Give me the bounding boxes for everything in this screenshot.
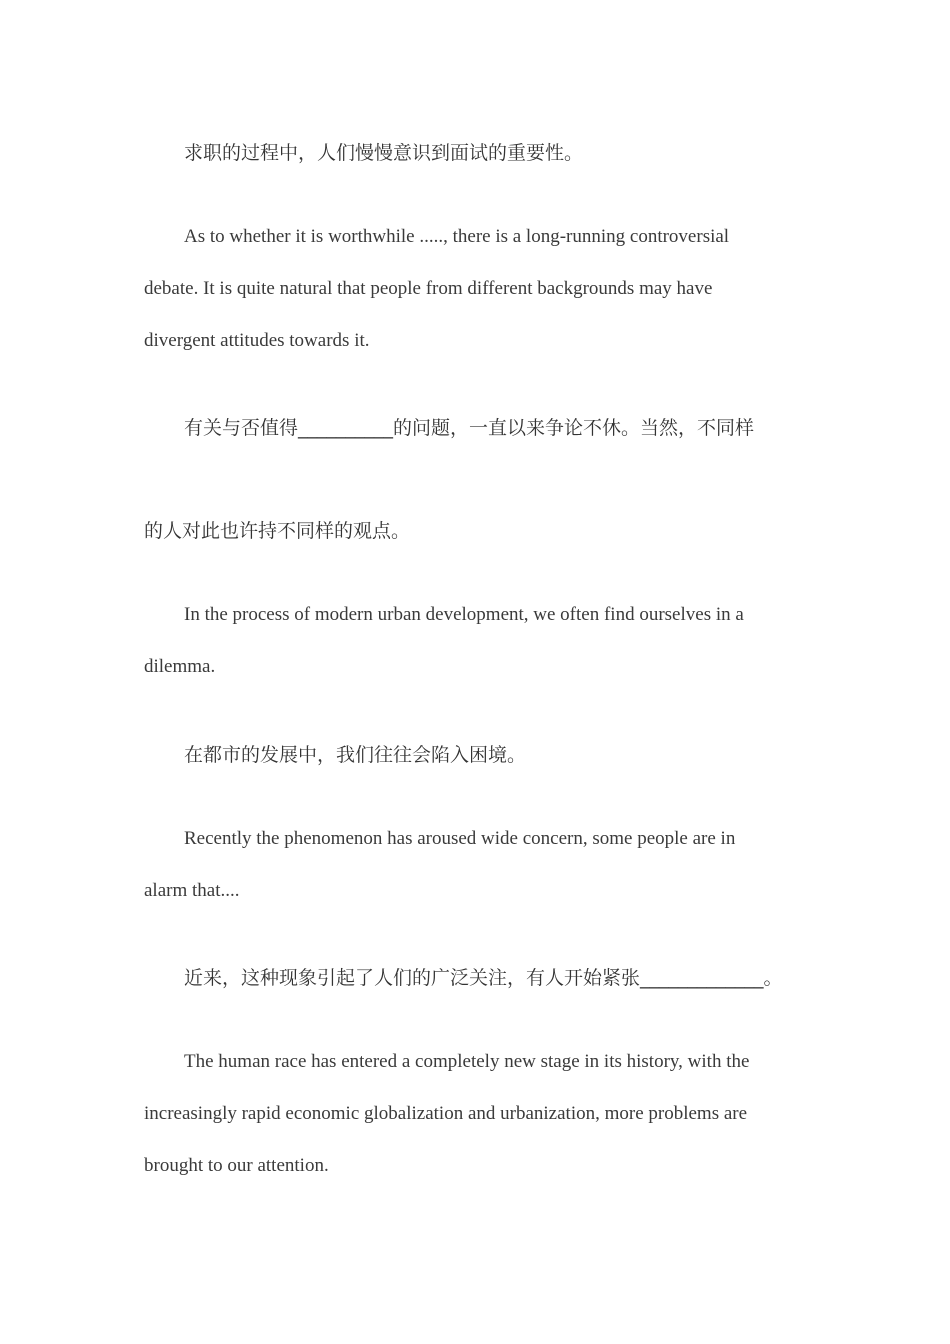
paragraph-line: In the process of modern urban development, we often find ourselves in a: [184, 604, 744, 625]
paragraph-line: As to whether it is worthwhile ....., there is a long-running controversial: [184, 226, 730, 247]
paragraph-line: dilemma.: [144, 656, 216, 677]
paragraph-line: 有关与否值得__________的问题，一直以来争论不休。当然，不同样: [184, 417, 755, 439]
paragraph-line: alarm that....: [144, 880, 240, 901]
paragraph-line: Recently the phenomenon has aroused wide concern, some people are in: [184, 828, 736, 849]
paragraph-line: divergent attitudes towards it.: [144, 330, 370, 351]
paragraph-line: 在都市的发展中，我们往往会陷入困境。: [184, 744, 527, 766]
paragraph-line: debate. It is quite natural that people from different backgrounds may have: [144, 278, 713, 299]
paragraph-line: The human race has entered a completely new stage in its history, with the: [184, 1051, 750, 1072]
paragraph-line: 求职的过程中，人们慢慢意识到面试的重要性。: [184, 142, 584, 164]
paragraph-line: increasingly rapid economic globalization and urbanization, more problems are: [144, 1103, 748, 1124]
paragraph-line: 的人对此也许持不同样的观点。: [144, 520, 411, 542]
paragraph-line: 近来，这种现象引起了人们的广泛关注，有人开始紧张_____________。: [184, 967, 783, 989]
paragraph-line: brought to our attention.: [144, 1155, 329, 1176]
